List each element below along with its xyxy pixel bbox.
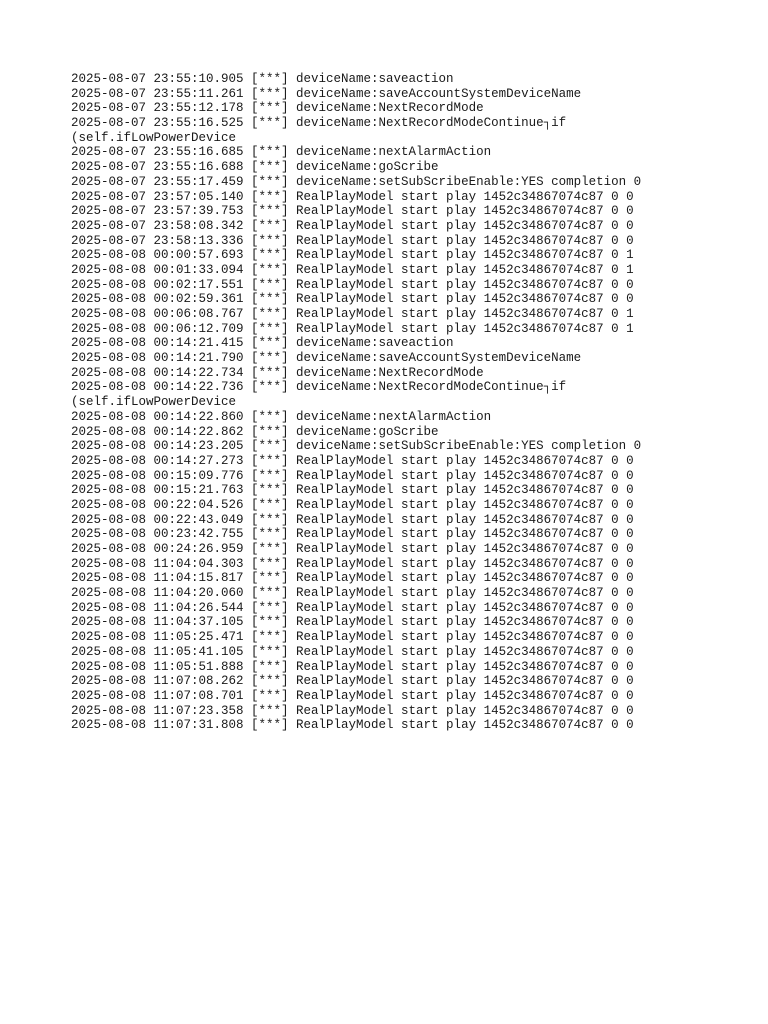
log-line: 2025-08-08 00:15:21.763 [***] RealPlayModel start play 1452c34867074c87 0 0 (71, 483, 634, 498)
log-line: 2025-08-08 00:22:04.526 [***] RealPlayModel start play 1452c34867074c87 0 0 (71, 497, 634, 512)
log-line: 2025-08-08 00:02:59.361 [***] RealPlayModel start play 1452c34867074c87 0 0 (71, 292, 634, 307)
log-line: 2025-08-07 23:57:05.140 [***] RealPlayModel start play 1452c34867074c87 0 0 (71, 189, 634, 204)
log-line: 2025-08-08 00:14:22.736 [***] deviceName:NextRecordModeContinue┐if (71, 380, 567, 395)
log-line: 2025-08-08 00:00:57.693 [***] RealPlayModel start play 1452c34867074c87 0 1 (71, 248, 634, 263)
log-line: 2025-08-08 00:02:17.551 [***] RealPlayModel start play 1452c34867074c87 0 0 (71, 277, 634, 292)
log-line: 2025-08-07 23:55:17.459 [***] deviceName:setSubScribeEnable:YES completion 0 (71, 174, 642, 189)
log-line: 2025-08-08 00:22:43.049 [***] RealPlayModel start play 1452c34867074c87 0 0 (71, 512, 634, 527)
log-line: 2025-08-07 23:58:13.336 [***] RealPlayModel start play 1452c34867074c87 0 0 (71, 233, 634, 248)
log-line: 2025-08-08 11:04:26.544 [***] RealPlayModel start play 1452c34867074c87 0 0 (71, 600, 634, 615)
log-line: 2025-08-08 00:14:22.734 [***] deviceName:NextRecordMode (71, 365, 484, 380)
log-line: 2025-08-07 23:55:10.905 [***] deviceName:saveaction (71, 72, 454, 86)
log-line: 2025-08-08 11:05:41.105 [***] RealPlayModel start play 1452c34867074c87 0 0 (71, 644, 634, 659)
log-line: (self.ifLowPowerDevice (71, 395, 237, 410)
log-line: 2025-08-08 00:14:27.273 [***] RealPlayModel start play 1452c34867074c87 0 0 (71, 453, 634, 468)
log-line: 2025-08-08 11:05:25.471 [***] RealPlayModel start play 1452c34867074c87 0 0 (71, 630, 634, 645)
log-line: 2025-08-08 00:14:23.205 [***] deviceName:setSubScribeEnable:YES completion 0 (71, 439, 642, 454)
log-line: 2025-08-07 23:55:12.178 [***] deviceName:NextRecordMode (71, 101, 484, 116)
log-line: 2025-08-07 23:55:11.261 [***] deviceName:saveAccountSystemDeviceName (71, 86, 582, 101)
log-line: 2025-08-08 00:23:42.755 [***] RealPlayModel start play 1452c34867074c87 0 0 (71, 527, 634, 542)
log-line: 2025-08-07 23:55:16.688 [***] deviceName:goScribe (71, 160, 439, 175)
log-line: 2025-08-08 00:01:33.094 [***] RealPlayModel start play 1452c34867074c87 0 1 (71, 262, 634, 277)
log-line: 2025-08-08 00:15:09.776 [***] RealPlayModel start play 1452c34867074c87 0 0 (71, 468, 634, 483)
log-line: 2025-08-07 23:58:08.342 [***] RealPlayModel start play 1452c34867074c87 0 0 (71, 218, 634, 233)
log-line: 2025-08-08 11:05:51.888 [***] RealPlayModel start play 1452c34867074c87 0 0 (71, 659, 634, 674)
log-line: (self.ifLowPowerDevice (71, 130, 237, 145)
log-line: 2025-08-08 00:06:12.709 [***] RealPlayModel start play 1452c34867074c87 0 1 (71, 321, 634, 336)
log-line: 2025-08-08 11:07:23.358 [***] RealPlayModel start play 1452c34867074c87 0 0 (71, 703, 634, 718)
log-line: 2025-08-08 11:04:37.105 [***] RealPlayModel start play 1452c34867074c87 0 0 (71, 615, 634, 630)
log-line: 2025-08-08 11:07:08.701 [***] RealPlayModel start play 1452c34867074c87 0 0 (71, 688, 634, 703)
log-line: 2025-08-08 00:06:08.767 [***] RealPlayModel start play 1452c34867074c87 0 1 (71, 307, 634, 321)
log-line: 2025-08-08 11:07:08.262 [***] RealPlayModel start play 1452c34867074c87 0 0 (71, 674, 634, 689)
log-line: 2025-08-08 11:07:31.808 [***] RealPlayModel start play 1452c34867074c87 0 0 (71, 718, 634, 733)
log-line: 2025-08-07 23:55:16.525 [***] deviceName:NextRecordModeContinue┐if (71, 116, 567, 131)
log-line: 2025-08-08 00:14:21.415 [***] deviceName:saveaction (71, 336, 454, 351)
log-line: 2025-08-08 11:04:04.303 [***] RealPlayModel start play 1452c34867074c87 0 0 (71, 556, 634, 571)
log-line: 2025-08-08 00:24:26.959 [***] RealPlayModel start play 1452c34867074c87 0 0 (71, 542, 634, 556)
log-line: 2025-08-08 00:14:22.860 [***] deviceName:nextAlarmAction (71, 409, 492, 424)
log-line: 2025-08-08 00:14:21.790 [***] deviceName:saveAccountSystemDeviceName (71, 351, 582, 366)
log-line: 2025-08-08 00:14:22.862 [***] deviceName:goScribe (71, 424, 439, 439)
log-line: 2025-08-07 23:57:39.753 [***] RealPlayModel start play 1452c34867074c87 0 0 (71, 204, 634, 219)
log-text-block (71, 72, 751, 733)
log-line: 2025-08-07 23:55:16.685 [***] deviceName:nextAlarmAction (71, 145, 492, 160)
log-line: 2025-08-08 11:04:15.817 [***] RealPlayModel start play 1452c34867074c87 0 0 (71, 571, 634, 586)
log-line: 2025-08-08 11:04:20.060 [***] RealPlayModel start play 1452c34867074c87 0 0 (71, 586, 634, 601)
